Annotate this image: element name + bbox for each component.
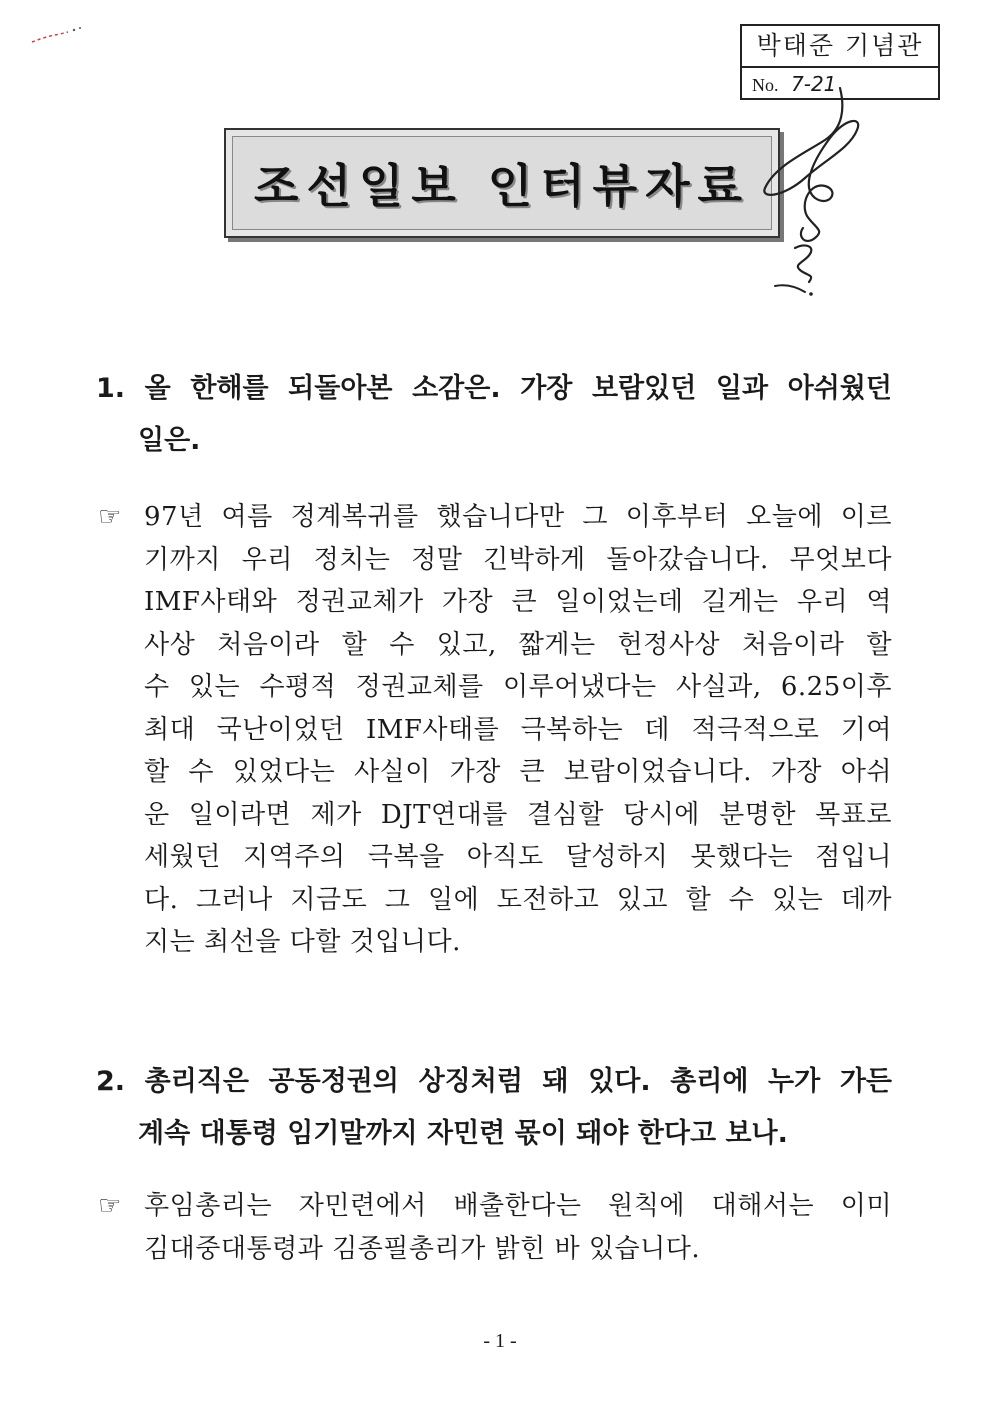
answer-1-line: 수 있는 수평적 정권교체를 이루어냈다는 사실과, 6.25이후	[144, 672, 892, 702]
question-1	[96, 363, 892, 467]
question-2	[96, 1056, 892, 1160]
answer-1-line: 97년 여름 정계복귀를 했습니다만 그 이후부터 오늘에 이르	[144, 502, 892, 532]
answer-1-line: 지는 최선을 다할 것입니다.	[144, 927, 461, 957]
pointing-hand-icon: ☞	[98, 1191, 122, 1221]
answer-1-line: 세웠던 지역주의 극복을 아직도 달성하지 못했다는 점입니	[144, 842, 892, 872]
handwritten-signature	[745, 78, 875, 303]
question-1-line-2: 일은.	[138, 425, 201, 456]
answer-1-line: 할 수 있었다는 사실이 가장 큰 보람이었습니다. 가장 아쉬	[144, 757, 892, 787]
pointing-hand-icon: ☞	[98, 502, 122, 532]
answer-1-line: 운 일이라면 제가 DJT연대를 결심할 당시에 분명한 목표로	[144, 799, 892, 830]
answer-2	[98, 1185, 892, 1270]
answer-1-line: 사상 처음이라 할 수 있고, 짧게는 헌정사상 처음이라 할	[144, 629, 892, 660]
stamp-number-label: No.	[752, 75, 779, 95]
answer-2-line: 김대중대통령과 김종필총리가 밝힌 바 있습니다.	[144, 1233, 701, 1264]
stamp-number-value: 7-21	[791, 72, 837, 96]
answer-1	[98, 496, 892, 964]
document-title-box	[224, 128, 780, 238]
document-title: 조선일보 인터뷰자료	[254, 159, 750, 213]
stamp-title: 박태준 기념관	[742, 26, 938, 68]
question-1-line-1: 1. 올 한해를 되돌아본 소감은. 가장 보람있던 일과 아쉬웠던	[96, 373, 892, 404]
question-2-line-2: 계속 대통령 임기말까지 자민련 몫이 돼야 한다고 보나.	[138, 1118, 788, 1149]
answer-1-line: 최대 국난이었던 IMF사태를 극복하는 데 적극적으로 기여	[144, 714, 892, 745]
title-inner-frame	[232, 136, 772, 230]
ink-speck	[30, 22, 90, 52]
answer-2-line: 후임총리는 자민련에서 배출한다는 원칙에 대해서는 이미	[144, 1191, 892, 1221]
answer-1-line: 기까지 우리 정치는 정말 긴박하게 돌아갔습니다. 무엇보다	[144, 544, 892, 575]
page-number: - 1 -	[483, 1330, 517, 1352]
question-2-line-1: 2. 총리직은 공동정권의 상징처럼 돼 있다. 총리에 누가 가든	[96, 1066, 892, 1097]
answer-1-line: 다. 그러나 지금도 그 일에 도전하고 있고 할 수 있는 데까	[144, 884, 892, 915]
answer-1-line: IMF사태와 정권교체가 가장 큰 일이었는데 길게는 우리 역	[144, 587, 892, 617]
